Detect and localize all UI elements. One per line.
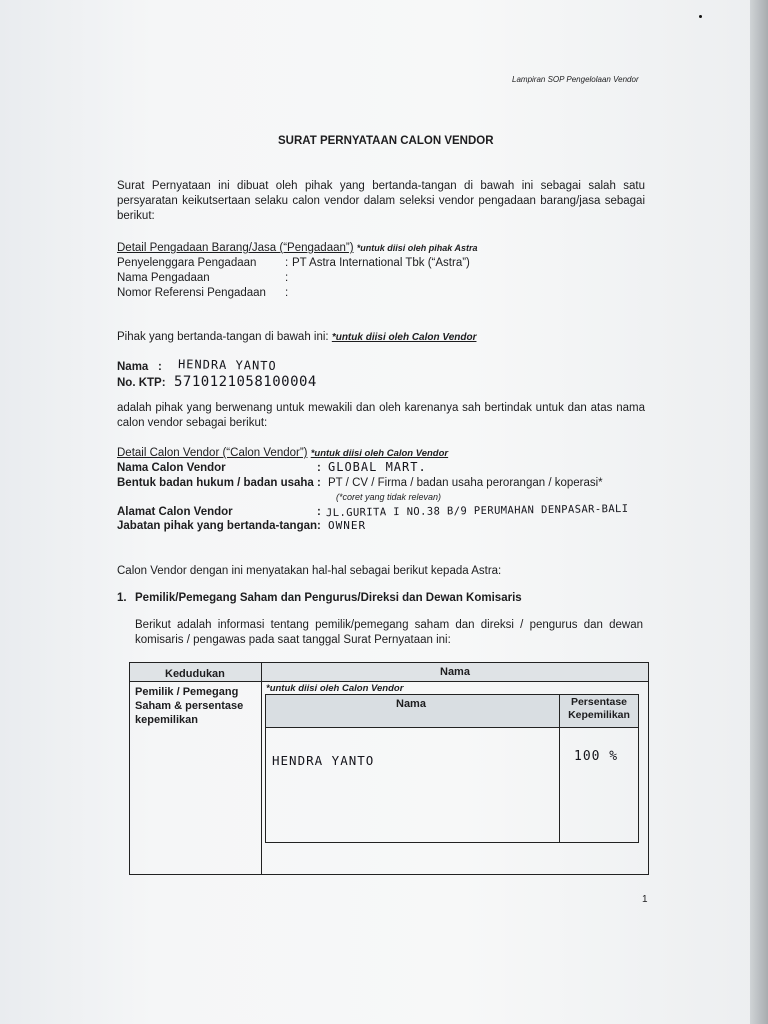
- table-col1-header: Kedudukan: [165, 668, 225, 680]
- inner-table-rule: [265, 694, 266, 843]
- inner-pct-header: Persentase Kepemilikan: [568, 696, 630, 721]
- procurement-note: *untuk diisi oleh pihak Astra: [356, 243, 478, 253]
- inner-name-header: Nama: [396, 698, 426, 710]
- vendor-entity-label: Bentuk badan hukum / badan usaha: [117, 477, 314, 489]
- procurement-row-value: PT Astra International Tbk (“Astra”): [292, 257, 470, 269]
- authority-paragraph: adalah pihak yang berwenang untuk mewakili dan oleh karenanya sah bertindak untuk dan atas nama calon vendor sebagai berikut:: [117, 402, 645, 429]
- vendor-sep: :: [317, 462, 321, 474]
- vendor-entity-value: PT / CV / Firma / badan usaha perorangan / koperasi*: [328, 477, 603, 489]
- signer-name-sep: :: [158, 361, 162, 373]
- table-col2-header: Nama: [440, 666, 470, 678]
- procurement-row-sep: :: [285, 272, 289, 284]
- procurement-row-label: Penyelenggara Pengadaan: [117, 257, 257, 269]
- vendor-heading-text: Detail Calon Vendor (“Calon Vendor”): [117, 447, 308, 459]
- vendor-name-label: Nama Calon Vendor: [117, 462, 226, 474]
- signer-note: *untuk diisi oleh Calon Vendor: [331, 332, 477, 343]
- signer-ktp-value: 5710121058100004: [174, 374, 317, 390]
- owner-percentage-entry: 100 %: [574, 749, 619, 764]
- inner-table-rule: [265, 842, 639, 843]
- vendor-sep: :: [317, 506, 321, 518]
- vendor-address-value: JL.GURITA I NO.38 B/9 PERUMAHAN DENPASAR-BALI: [325, 502, 629, 520]
- section-number: 1.: [117, 592, 127, 604]
- table-rule: [261, 662, 262, 875]
- vendor-sep: :: [317, 477, 321, 489]
- procurement-row-sep: :: [285, 287, 289, 299]
- signer-name-label: Nama: [117, 361, 149, 373]
- intro-paragraph: Surat Pernyataan ini dibuat oleh pihak yang bertanda-tangan di bawah ini sebagai salah satu persyaratan keikutsertaan selaku calon vendor dalam seleksi vendor pengadaan barang/jasa sebagai berikut:: [117, 180, 645, 222]
- table-rule: [129, 874, 649, 875]
- vendor-position-label: Jabatan pihak yang bertanda-tangan: [117, 520, 318, 532]
- vendor-address-label: Alamat Calon Vendor: [117, 506, 233, 518]
- vendor-note: *untuk diisi oleh Calon Vendor: [310, 448, 449, 459]
- procurement-heading-text: Detail Pengadaan Barang/Jasa (“Pengadaan”): [117, 242, 354, 254]
- table-rule: [129, 662, 649, 663]
- document-title: SURAT PERNYATAAN CALON VENDOR: [278, 135, 494, 147]
- signer-intro: [117, 330, 476, 345]
- vendor-heading: [117, 446, 448, 461]
- procurement-row-sep: :: [285, 257, 289, 269]
- section-paragraph: Berikut adalah informasi tentang pemilik/pemegang saham dan direksi / pengurus dan dewan komisaris / pengawas pada saat tanggal Surat Pernyataan ini:: [135, 619, 643, 646]
- ink-dot: [699, 15, 702, 18]
- section-heading: Pemilik/Pemegang Saham dan Pengurus/Direksi dan Dewan Komisaris: [135, 592, 522, 604]
- vendor-position-value: OWNER: [328, 519, 367, 532]
- signer-name-value: HENDRA YANTO: [177, 357, 277, 373]
- header-note: Lampiran SOP Pengelolaan Vendor: [512, 75, 639, 84]
- table-rule: [648, 662, 649, 875]
- vendor-name-value: GLOBAL MART.: [328, 460, 427, 474]
- signer-intro-text: Pihak yang bertanda-tangan di bawah ini:: [117, 331, 329, 343]
- statement-text: Calon Vendor dengan ini menyatakan hal-hal sebagai berikut kepada Astra:: [117, 565, 502, 577]
- vendor-entity-note: (*coret yang tidak relevan): [336, 492, 442, 502]
- page-number: 1: [642, 894, 648, 905]
- procurement-row-label: Nama Pengadaan: [117, 272, 210, 284]
- table-row-label: Pemilik / Pemegang Saham & persentase kepemilikan: [135, 686, 244, 726]
- table-rule: [129, 662, 130, 875]
- procurement-heading: [117, 241, 477, 255]
- vendor-sep: :: [317, 520, 321, 532]
- inner-table-rule: [559, 694, 560, 843]
- paper-edge: [750, 0, 768, 1024]
- procurement-row-label: Nomor Referensi Pengadaan: [117, 287, 266, 299]
- inner-table-rule: [638, 694, 639, 843]
- inner-table-rule: [265, 727, 639, 728]
- table-note: *untuk diisi oleh Calon Vendor: [266, 683, 404, 694]
- owner-name-entry: HENDRA YANTO: [272, 753, 375, 768]
- signer-ktp-label: No. KTP:: [117, 377, 166, 389]
